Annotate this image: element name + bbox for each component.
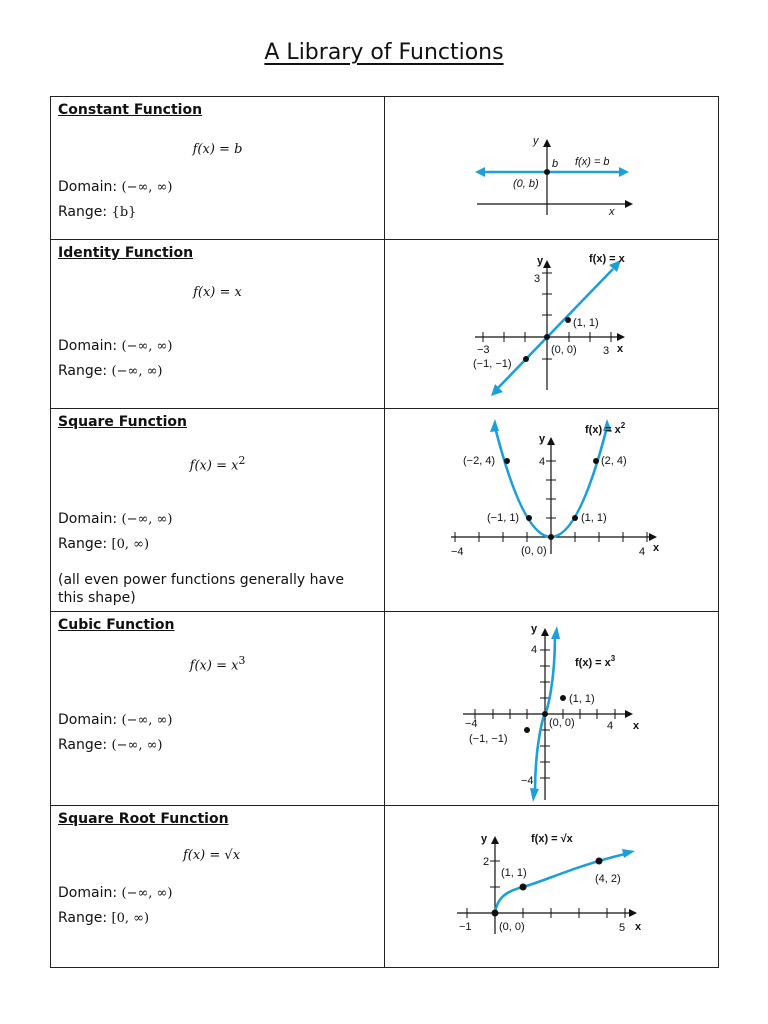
function-graph-cell [385,806,719,968]
x-axis-label: x [653,542,660,554]
y-axis-label: y [533,135,539,147]
x-axis-arrow [617,333,625,341]
function-formula: $f(x) = x^3$ [189,654,246,674]
point-label: (0, 0) [549,717,575,729]
function-info-cell [51,806,385,968]
point-1-1 [520,884,527,891]
table-row [51,97,719,240]
x-tick-pos-label: 3 [603,345,610,357]
point-0-b [544,169,550,175]
curve-arrow-left [490,419,499,432]
x-tick-pos-label: 4 [607,720,614,732]
point-0-0 [492,910,499,917]
square-function-graph [385,409,718,612]
x-tick-neg-label: −1 [459,921,472,933]
point-0-0 [544,334,550,340]
constant-function-graph [385,97,718,240]
domain-value: (−∞, ∞) [121,886,173,901]
domain-range: Domain: (−∞, ∞) Range: (−∞, ∞) [58,338,173,379]
table-row [51,409,719,612]
x-axis-arrow [625,710,633,718]
y-axis-label: y [481,833,488,845]
point-neg1-neg1 [523,356,529,362]
function-name: Cubic Function [58,617,175,633]
even-power-note: (all even power functions generally have this shape) [58,572,344,606]
point-label: (−1, −1) [473,358,512,370]
function-formula: f(x) = b [192,142,243,157]
cubic-function-graph [385,612,718,806]
point-4-2 [596,858,603,865]
domain-range: Domain: (−∞, ∞) Range: [0, ∞) [58,511,173,552]
domain-range: Domain: (−∞, ∞) Range: [0, ∞) [58,885,173,926]
function-formula: $f(x) = x^2$ [189,454,246,474]
x-axis-arrow [649,533,657,541]
function-name: Identity Function [58,245,194,261]
function-formula: f(x) = x [193,285,242,300]
x-axis-label: x [633,720,640,732]
curve-arrow-lower [530,788,539,802]
point-neg1-1 [526,515,532,521]
y-tick-pos-label: 4 [531,644,538,656]
curve-label: f(x) = x [589,253,625,265]
point-label: (0, 0) [521,545,547,557]
table-row [51,806,719,968]
curve-label: $f(x) = x^3$ [575,654,616,669]
y-axis-label: y [539,433,546,445]
x-axis-label: x [609,206,615,218]
y-axis-label: y [537,255,544,267]
y-axis-arrow [543,139,551,147]
point-neg1-neg1 [524,727,530,733]
domain-value: (−∞, ∞) [121,339,173,354]
point-1-1 [560,695,566,701]
curve-arrow [622,849,635,858]
curve-arrow-upper [551,626,560,639]
function-info-cell [51,97,385,240]
point-label: (2, 4) [601,455,627,467]
point-label: (1, 1) [569,693,595,705]
square-root-function-graph [385,806,718,968]
function-graph-cell [385,409,719,612]
y-tick-label: 3 [534,273,541,285]
x-axis-label: x [617,343,624,355]
x-axis-arrow [625,200,633,208]
curve-label: f(x) = √x [531,833,573,845]
domain-value: (−∞, ∞) [121,512,173,527]
function-formula: f(x) = √x [182,848,241,863]
range-value: {b} [111,205,137,220]
y-tick-label: 4 [539,456,546,468]
curve-arrow-left [475,167,485,177]
function-info-cell [51,409,385,612]
function-info-cell [51,612,385,806]
function-graph-cell [385,240,719,409]
point-label: (−1, 1) [487,512,520,524]
y-axis-arrow [543,260,551,268]
range-value: [0, ∞) [111,911,150,926]
range-value: (−∞, ∞) [111,738,163,753]
table-row [51,612,719,806]
point-1-1 [572,515,578,521]
x-tick-neg-label: −4 [451,546,464,558]
range-value: (−∞, ∞) [111,364,163,379]
function-graph-cell [385,97,719,240]
y-axis-label: y [531,623,538,635]
identity-function-graph [385,240,718,409]
function-graph-cell [385,612,719,806]
x-tick-pos-label: 4 [639,546,646,558]
function-library-table [50,96,719,968]
point-label: (4, 2) [595,873,621,885]
domain-value: (−∞, ∞) [121,180,173,195]
curve-arrow-right [619,167,629,177]
y-tick-neg-label: −4 [521,775,534,787]
domain-value: (−∞, ∞) [121,713,173,728]
y-axis-arrow [491,836,499,844]
point-1-1 [565,317,571,323]
function-name: Square Root Function [58,811,229,827]
y-axis-arrow [547,437,555,445]
point-label: (1, 1) [501,867,527,879]
y-tick-label: 2 [483,856,490,868]
x-tick-neg-label: −3 [477,344,490,356]
x-axis-label: x [635,921,642,933]
point-0-0 [548,534,554,540]
domain-range: Domain: (−∞, ∞) Range: {b} [58,179,173,220]
function-name: Constant Function [58,102,203,118]
point-neg2-4 [504,458,510,464]
y-axis-arrow [541,628,549,636]
point-label: (−1, −1) [469,733,508,745]
point-2-4 [593,458,599,464]
curve-label: f(x) = b [575,156,610,168]
point-label: (0, 0) [551,344,577,356]
point-0-0 [542,711,548,717]
point-label: (1, 1) [573,317,599,329]
point-label: (−2, 4) [463,455,496,467]
curve-label: $f(x) = x^2$ [585,421,626,436]
domain-range: Domain: (−∞, ∞) Range: (−∞, ∞) [58,712,173,753]
point-label: (0, 0) [499,921,525,933]
function-info-cell [51,240,385,409]
function-name: Square Function [58,414,187,430]
point-label: (0, b) [513,178,539,190]
x-tick-pos-label: 5 [619,922,626,934]
page-title: A Library of Functions [264,40,504,65]
point-label: (1, 1) [581,512,607,524]
x-tick-neg-label: −4 [465,718,478,730]
x-axis-arrow [629,909,637,917]
table-row [51,240,719,409]
range-value: [0, ∞) [111,537,150,552]
level-label: b [552,158,559,170]
